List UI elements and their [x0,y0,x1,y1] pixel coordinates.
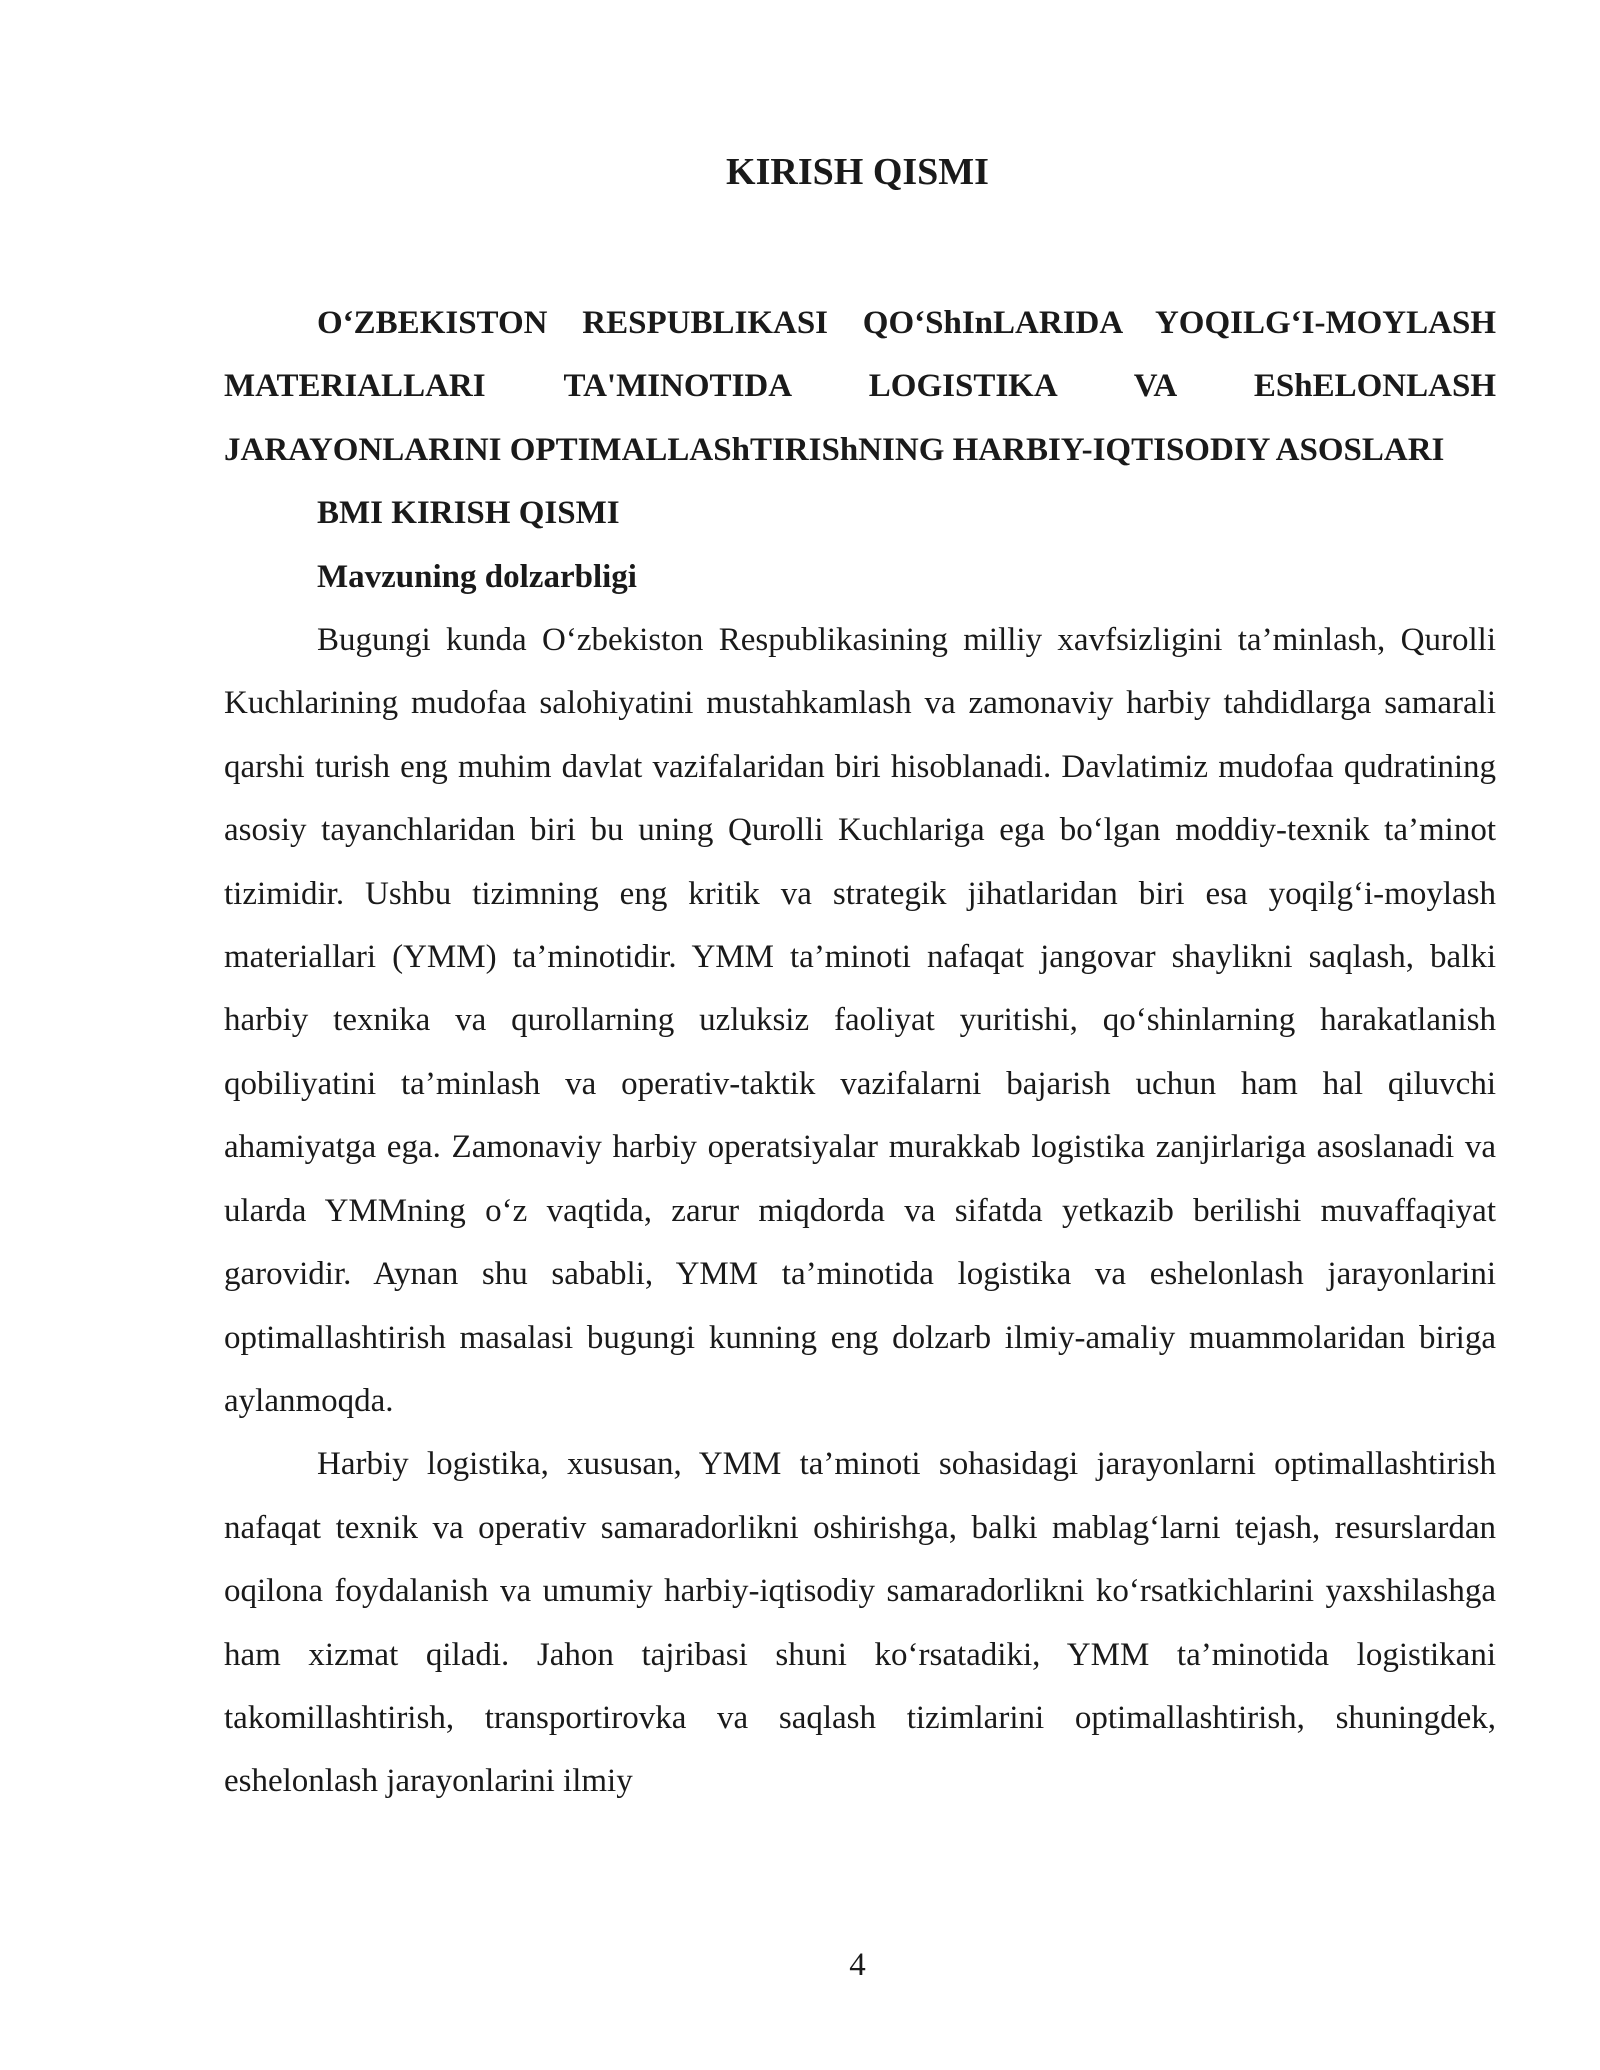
section-heading: BMI KIRISH QISMI [317,495,620,532]
main-heading: O‘ZBEKISTON RESPUBLIKASI QO‘ShInLARIDA YOQILG‘I-MOYLASH MATERIALLARI TA'MINOTIDA LOGISTIKA VA EShELONLASH JARAYONLARINI OPTIMALLAShTIRIShNING HARBIY-IQTISODIY ASOSLARI [224,305,1496,468]
page-number: 4 [849,1947,866,1983]
subsection-heading: Mavzuning dolzarbligi [317,558,637,595]
page-title: KIRISH QISMI [726,151,989,193]
body-paragraph-2: Harbiy logistika, xususan, YMM ta’minoti sohasidagi jarayonlarni optimallashtirish nafaqat texnik va operativ samaradorlikni oshirishga, balki mablag‘larni tejash, resurslardan oqilona foydalanish va umumiy harbiy-iqtisodiy samaradorlikni ko‘rsatkichlarini yaxshilashga ham xizmat qiladi. Jahon tajribasi shuni ko‘rsatadiki, YMM ta’minotida logistikani takomillashtirish, transportirovka va saqlash tizimlarini optimallashtirish, shuningdek, eshelonlash jarayonlarini ilmiy [224,1446,1496,1800]
body-paragraph-1: Bugungi kunda O‘zbekiston Respublikasining milliy xavfsizligini ta’minlash, Qurolli Kuchlarining mudofaa salohiyatini mustahkamlash va zamonaviy harbiy tahdidlarga samarali qarshi turish eng muhim davlat vazifalaridan biri hisoblanadi. Davlatimiz mudofaa qudratining asosiy tayanchlaridan biri bu uning Qurolli Kuchlariga ega bo‘lgan moddiy-texnik ta’minot tizimidir. Ushbu tizimning eng kritik va strategik jihatlaridan biri esa yoqilg‘i-moylash materiallari (YMM) ta’minotidir. YMM ta’minoti nafaqat jangovar shaylikni saqlash, balki harbiy texnika va qurollarning uzluksiz faoliyat yuritishi, qo‘shinlarning harakatlanish qobiliyatini ta’minlash va operativ-taktik vazifalarni bajarish uchun ham hal qiluvchi ahamiyatga ega. Zamonaviy harbiy operatsiyalar murakkab logistika zanjirlariga asoslanadi va ularda YMMning o‘z vaqtida, zarur miqdorda va sifatda yetkazib berilishi muvaffaqiyat garovidir. Aynan shu sababli, YMM ta’minotida logistika va eshelonlash jarayonlarini optimallashtirish masalasi bugungi kunning eng dolzarb ilmiy-amaliy muammolaridan biriga aylanmoqda. [224,622,1496,1419]
document-body [224,292,1496,1814]
